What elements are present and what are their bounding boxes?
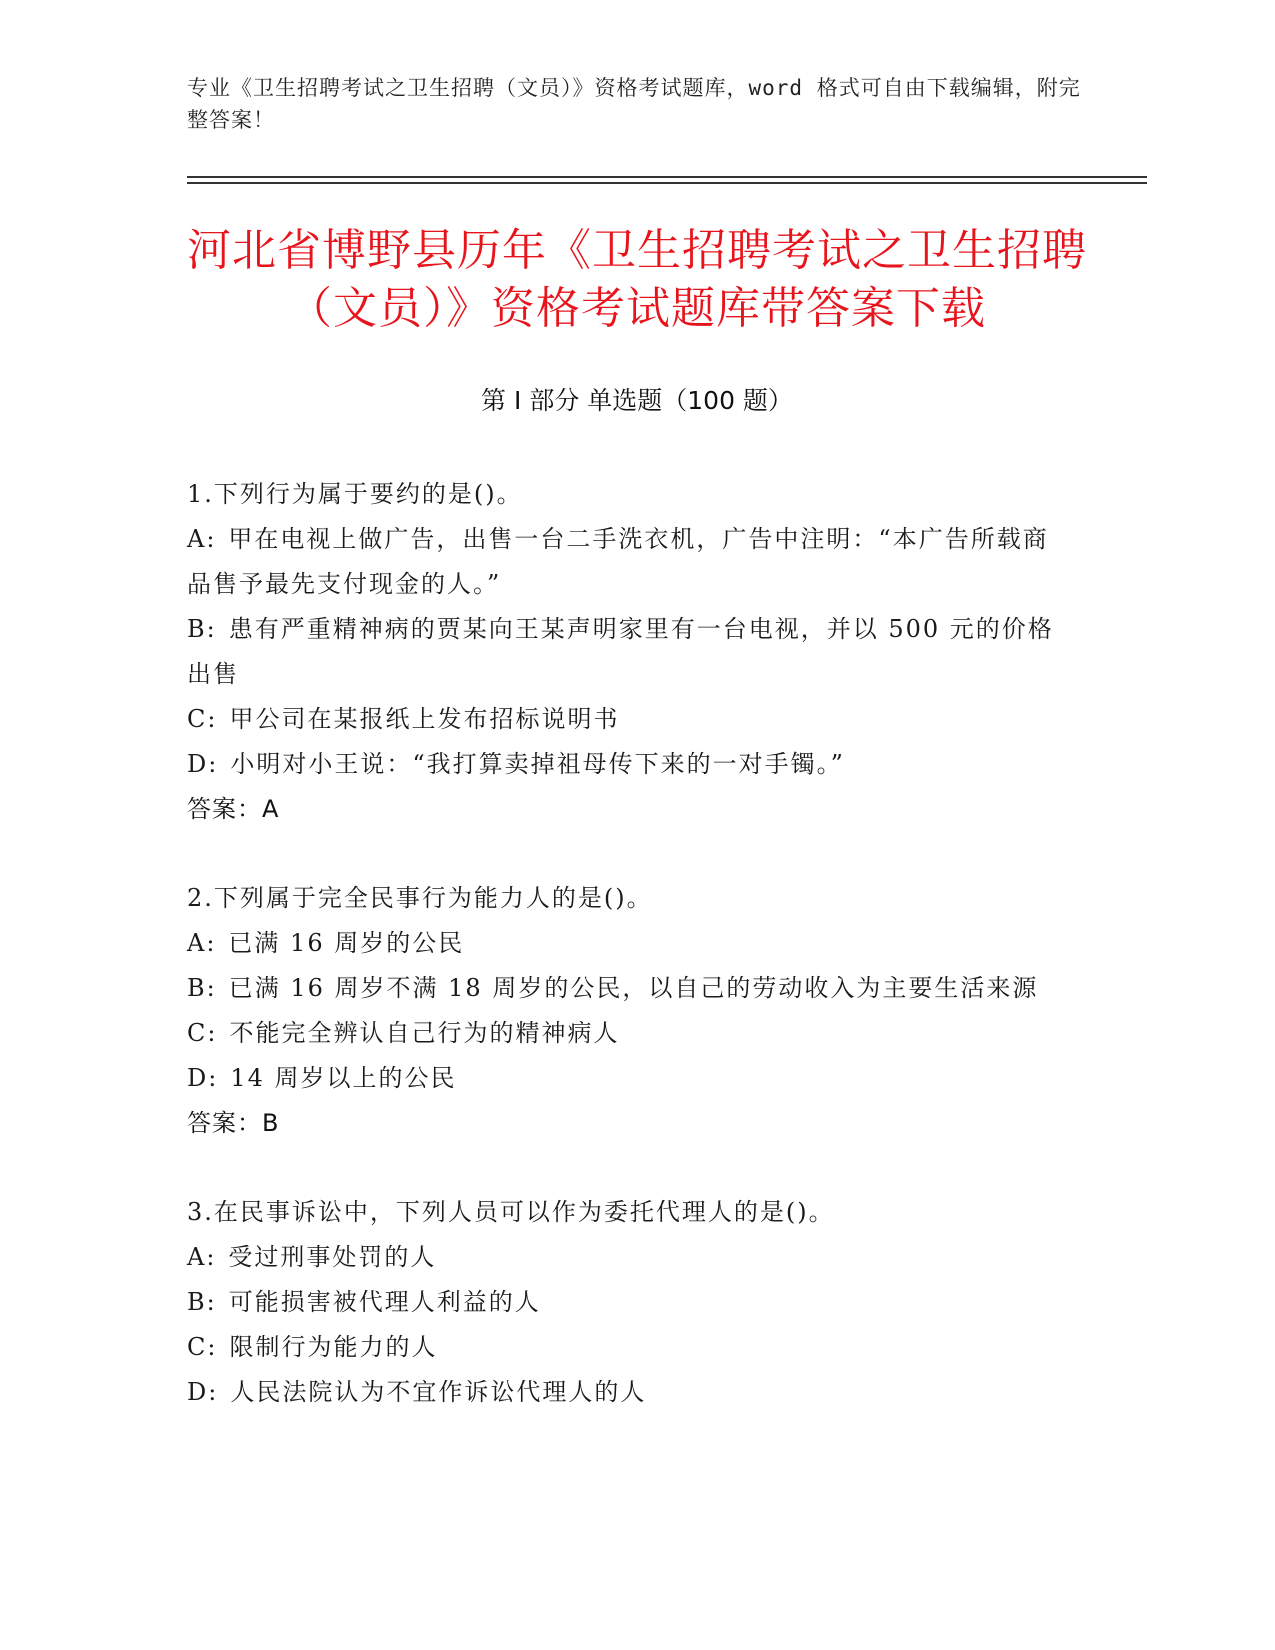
option-label: C: [187, 1333, 218, 1361]
option-text: 已满 16 周岁不满 18 周岁的公民，以自己的劳动收入为主要生活来源 [228, 974, 1039, 1002]
option-d [187, 742, 1067, 787]
option-text: 甲在电视上做广告，出售一台二手洗衣机，广告中注明：“本广告所载商品售予最先支付现金的人。” [187, 525, 1049, 598]
question-3 [187, 1190, 1067, 1415]
option-text: 甲公司在某报纸上发布招标说明书 [229, 705, 620, 733]
option-text: 不能完全辨认自己行为的精神病人 [229, 1019, 620, 1047]
option-text: 受过刑事处罚的人 [228, 1243, 437, 1271]
option-text: 限制行为能力的人 [229, 1333, 438, 1361]
option-a [187, 921, 1067, 966]
option-text: 小明对小王说：“我打算卖掉祖母传下来的一对手镯。” [230, 750, 845, 778]
option-label: B: [187, 1288, 217, 1316]
option-label: C: [187, 705, 218, 733]
option-a [187, 1235, 1067, 1280]
option-d [187, 1056, 1067, 1101]
option-label: A: [187, 1243, 217, 1271]
option-b [187, 966, 1067, 1011]
header-divider-top [187, 176, 1147, 178]
option-label: A: [187, 929, 217, 957]
option-text: 14 周岁以上的公民 [230, 1064, 457, 1092]
header-note: 专业《卫生招聘考试之卫生招聘（文员）》资格考试题库，word 格式可自由下载编辑，附完整答案！ [187, 76, 1081, 132]
option-b [187, 1280, 1067, 1325]
section-title: 第 I 部分 单选题（100 题） [481, 386, 793, 415]
option-text: 人民法院认为不宜作诉讼代理人的人 [230, 1378, 647, 1406]
option-label: B: [187, 974, 217, 1002]
option-label: C: [187, 1019, 218, 1047]
option-text: 患有严重精神病的贾某向王某声明家里有一台电视，并以 500 元的价格出售 [187, 615, 1054, 688]
option-b [187, 607, 1067, 697]
question-stem: 1.下列行为属于要约的是()。 [187, 480, 523, 508]
question-1 [187, 472, 1067, 832]
option-d [187, 1370, 1067, 1415]
option-label: A: [187, 525, 217, 553]
option-a [187, 517, 1067, 607]
option-label: B: [187, 615, 217, 643]
option-c [187, 697, 1067, 742]
answer-line: 答案：B [187, 1109, 280, 1137]
option-label: D: [187, 750, 219, 778]
option-text: 可能损害被代理人利益的人 [228, 1288, 541, 1316]
option-c [187, 1325, 1067, 1370]
question-2 [187, 876, 1067, 1146]
option-c [187, 1011, 1067, 1056]
question-list [187, 472, 1067, 1459]
question-stem: 2.下列属于完全民事行为能力人的是()。 [187, 884, 653, 912]
header-divider-bottom [187, 182, 1147, 184]
option-label: D: [187, 1378, 219, 1406]
option-text: 已满 16 周岁的公民 [228, 929, 465, 957]
answer-line: 答案：A [187, 795, 280, 823]
option-label: D: [187, 1064, 219, 1092]
question-stem: 3.在民事诉讼中，下列人员可以作为委托代理人的是()。 [187, 1198, 835, 1226]
document-title: 河北省博野县历年《卫生招聘考试之卫生招聘（文员）》资格考试题库带答案下载 [187, 225, 1087, 334]
